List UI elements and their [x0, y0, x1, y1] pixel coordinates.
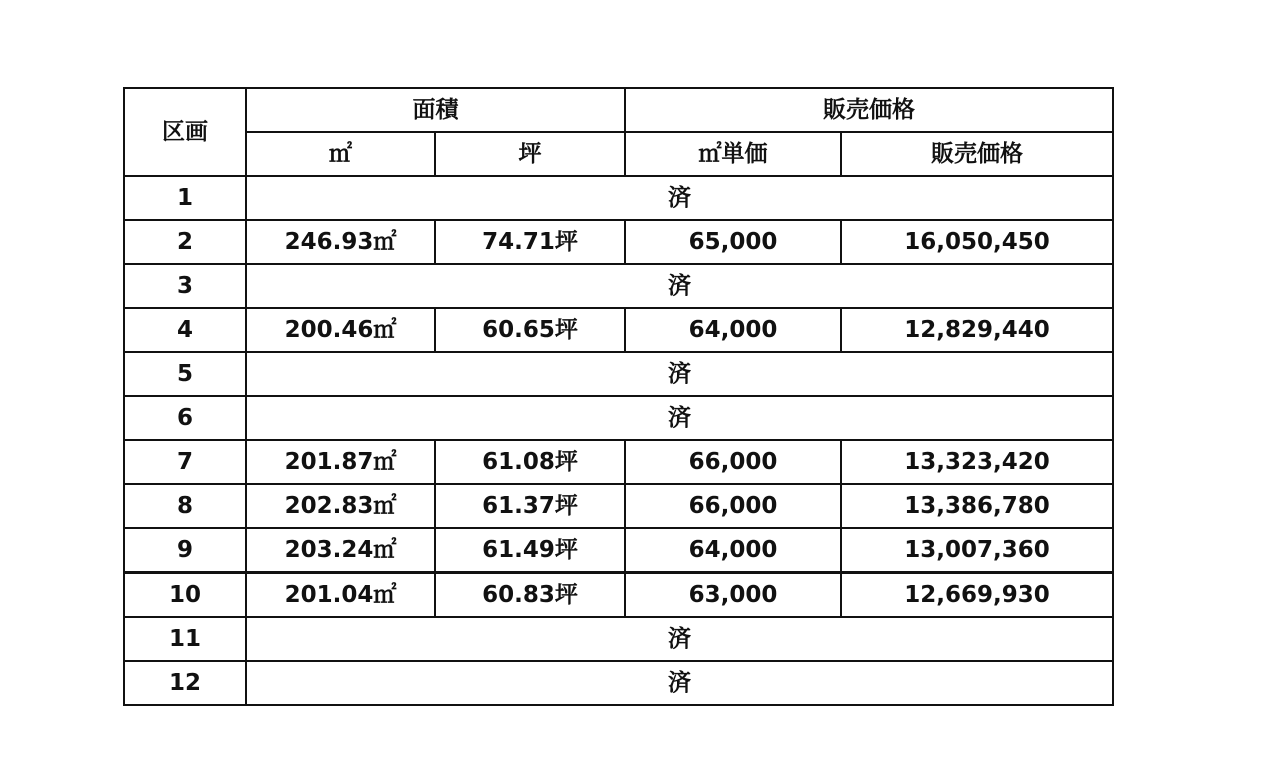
unit-price: 65,000 [625, 220, 841, 264]
lot-number: 7 [124, 440, 246, 484]
unit-price: 64,000 [625, 528, 841, 573]
area-sqm: 200.46㎡ [246, 308, 435, 352]
area-sqm: 246.93㎡ [246, 220, 435, 264]
table-row [124, 528, 1113, 573]
sale-price: 13,386,780 [841, 484, 1113, 528]
sold-marker: 済 [246, 176, 1113, 220]
table-row [124, 396, 1113, 440]
area-tsubo: 60.83坪 [435, 573, 625, 618]
lot-number: 6 [124, 396, 246, 440]
sold-marker: 済 [246, 396, 1113, 440]
table-row [124, 440, 1113, 484]
table-row [124, 484, 1113, 528]
header-price: 販売価格 [841, 132, 1113, 176]
table-row [124, 573, 1113, 618]
sold-marker: 済 [246, 264, 1113, 308]
table-row [124, 308, 1113, 352]
table-row [124, 352, 1113, 396]
lot-price-table [123, 87, 1114, 706]
area-tsubo: 61.08坪 [435, 440, 625, 484]
table-row [124, 176, 1113, 220]
sale-price: 12,829,440 [841, 308, 1113, 352]
header-sale-price-group: 販売価格 [625, 88, 1113, 132]
table-row [124, 220, 1113, 264]
lot-number: 5 [124, 352, 246, 396]
area-tsubo: 60.65坪 [435, 308, 625, 352]
header-lot: 区画 [124, 88, 246, 176]
sale-price: 13,323,420 [841, 440, 1113, 484]
table-row [124, 264, 1113, 308]
sold-marker: 済 [246, 617, 1113, 661]
lot-number: 1 [124, 176, 246, 220]
lot-number: 2 [124, 220, 246, 264]
lot-number: 11 [124, 617, 246, 661]
unit-price: 66,000 [625, 484, 841, 528]
area-sqm: 203.24㎡ [246, 528, 435, 573]
unit-price: 66,000 [625, 440, 841, 484]
lot-number: 4 [124, 308, 246, 352]
header-sqm: ㎡ [246, 132, 435, 176]
lot-number: 9 [124, 528, 246, 573]
area-sqm: 201.04㎡ [246, 573, 435, 618]
lot-number: 10 [124, 573, 246, 618]
unit-price: 64,000 [625, 308, 841, 352]
area-tsubo: 61.37坪 [435, 484, 625, 528]
sale-price: 16,050,450 [841, 220, 1113, 264]
area-sqm: 201.87㎡ [246, 440, 435, 484]
header-unit-price: ㎡単価 [625, 132, 841, 176]
lot-number: 12 [124, 661, 246, 705]
lot-number: 3 [124, 264, 246, 308]
header-area: 面積 [246, 88, 625, 132]
table-row [124, 617, 1113, 661]
sold-marker: 済 [246, 661, 1113, 705]
sale-price: 12,669,930 [841, 573, 1113, 618]
header-tsubo: 坪 [435, 132, 625, 176]
area-sqm: 202.83㎡ [246, 484, 435, 528]
area-tsubo: 74.71坪 [435, 220, 625, 264]
unit-price: 63,000 [625, 573, 841, 618]
lot-number: 8 [124, 484, 246, 528]
sold-marker: 済 [246, 352, 1113, 396]
area-tsubo: 61.49坪 [435, 528, 625, 573]
sale-price: 13,007,360 [841, 528, 1113, 573]
table-row [124, 661, 1113, 705]
